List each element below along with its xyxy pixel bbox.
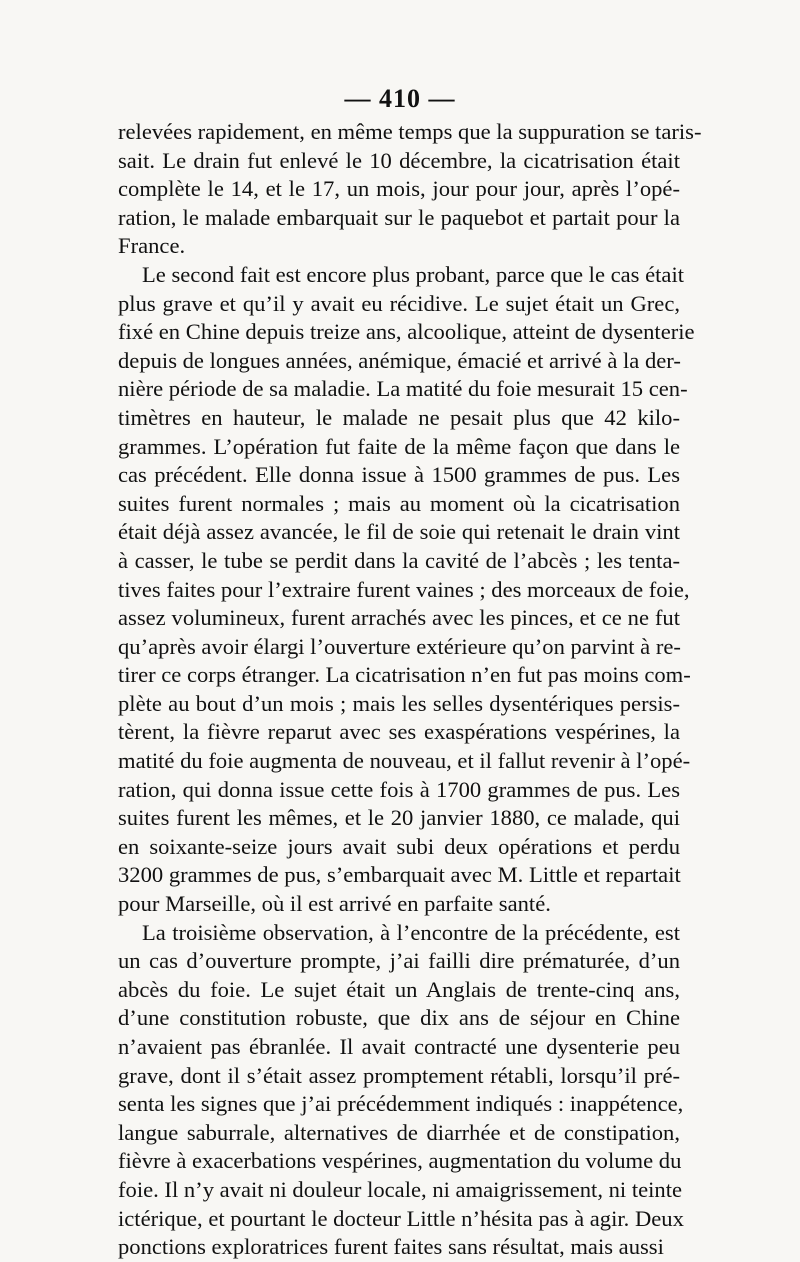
text-line: timètres en hauteur, le malade ne pesait plus que 42 kilo- xyxy=(118,404,680,430)
text-line: relevées rapidement, en même temps que la suppuration se taris- xyxy=(118,119,702,144)
text-line: plus grave et qu’il y avait eu récidive. Le sujet était un Grec, xyxy=(118,290,680,316)
text-line: tèrent, la fièvre reparut avec ses exaspérations vespérines, la xyxy=(118,719,680,745)
text-line: grammes. L’opération fut faite de la même façon que dans le xyxy=(118,433,680,459)
page-number: — 410 — xyxy=(344,84,456,113)
text-line: foie. Il n’y avait ni douleur locale, ni amaigrissement, ni teinte xyxy=(118,1176,683,1202)
text-line: ictérique, et pourtant le docteur Little n’hésita pas à agir. Deux xyxy=(118,1205,684,1231)
body-text xyxy=(118,118,702,1262)
text-line: à casser, le tube se perdit dans la cavité de l’abcès ; les tenta- xyxy=(118,547,680,573)
text-line: abcès du foie. Le sujet était un Anglais de trente-cinq ans, xyxy=(118,976,680,1002)
text-line: La troisième observation, à l’encontre de la précédente, est xyxy=(142,919,680,945)
paragraph xyxy=(118,261,695,919)
text-line: suites furent normales ; mais au moment où la cicatrisation xyxy=(118,490,680,516)
text-line: nière période de sa maladie. La matité du foie mesurait 15 cen- xyxy=(118,376,688,402)
text-line: matité du foie augmenta de nouveau, et il fallut revenir à l’opé- xyxy=(118,748,691,774)
text-line: assez volumineux, furent arrachés avec les pinces, et ce ne fut xyxy=(118,605,680,631)
text-line: suites furent les mêmes, et le 20 janvier 1880, ce malade, qui xyxy=(118,805,680,831)
text-line: complète le 14, et le 17, un mois, jour pour jour, après l’opé- xyxy=(118,176,680,202)
paragraph xyxy=(118,919,684,1262)
text-line: cas précédent. Elle donna issue à 1500 grammes de pus. Les xyxy=(118,462,680,488)
text-line: langue saburrale, alternatives de diarrhée et de constipation, xyxy=(118,1119,680,1145)
text-line: fixé en Chine depuis treize ans, alcoolique, atteint de dysenterie xyxy=(118,319,695,345)
text-line: grave, dont il s’était assez promptement rétabli, lorsqu’il pré- xyxy=(118,1062,680,1088)
text-line: sait. Le drain fut enlevé le 10 décembre, la cicatrisation était xyxy=(118,147,680,173)
text-line: ration, qui donna issue cette fois à 1700 grammes de pus. Les xyxy=(118,776,680,802)
text-line: tirer ce corps étranger. La cicatrisation n’en fut pas moins com- xyxy=(118,662,691,688)
text-line: d’une constitution robuste, que dix ans de séjour en Chine xyxy=(118,1005,680,1031)
text-line: un cas d’ouverture prompte, j’ai failli dire prématurée, d’un xyxy=(118,948,680,974)
text-line: n’avaient pas ébranlée. Il avait contracté une dysenterie peu xyxy=(118,1034,680,1059)
text-line: pour Marseille, où il est arrivé en parfaite santé. xyxy=(118,891,551,917)
text-line: ponctions exploratrices furent faites sans résultat, mais aussi xyxy=(118,1234,664,1260)
text-line: ration, le malade embarquait sur le paquebot et partait pour la xyxy=(118,204,680,230)
paragraph xyxy=(118,118,702,261)
text-line: tives faites pour l’extraire furent vaines ; des morceaux de foie, xyxy=(118,576,690,602)
text-line: 3200 grammes de pus, s’embarquait avec M. Little et repartait xyxy=(118,862,681,888)
text-line: plète au bout d’un mois ; mais les selles dysentériques persis- xyxy=(118,690,680,716)
text-line: depuis de longues années, anémique, émacié et arrivé à la der- xyxy=(118,347,681,373)
text-line: en soixante-seize jours avait subi deux opérations et perdu xyxy=(118,833,680,859)
text-line: était déjà assez avancée, le fil de soie qui retenait le drain vint xyxy=(118,519,680,545)
text-line: qu’après avoir élargi l’ouverture extérieure qu’on parvint à re- xyxy=(118,633,681,659)
text-line: Le second fait est encore plus probant, parce que le cas était xyxy=(142,261,685,287)
text-line: fièvre à exacerbations vespérines, augmentation du volume du xyxy=(118,1148,682,1174)
text-line: senta les signes que j’ai précédemment indiqués : inappétence, xyxy=(118,1091,684,1117)
text-line: France. xyxy=(118,233,186,259)
